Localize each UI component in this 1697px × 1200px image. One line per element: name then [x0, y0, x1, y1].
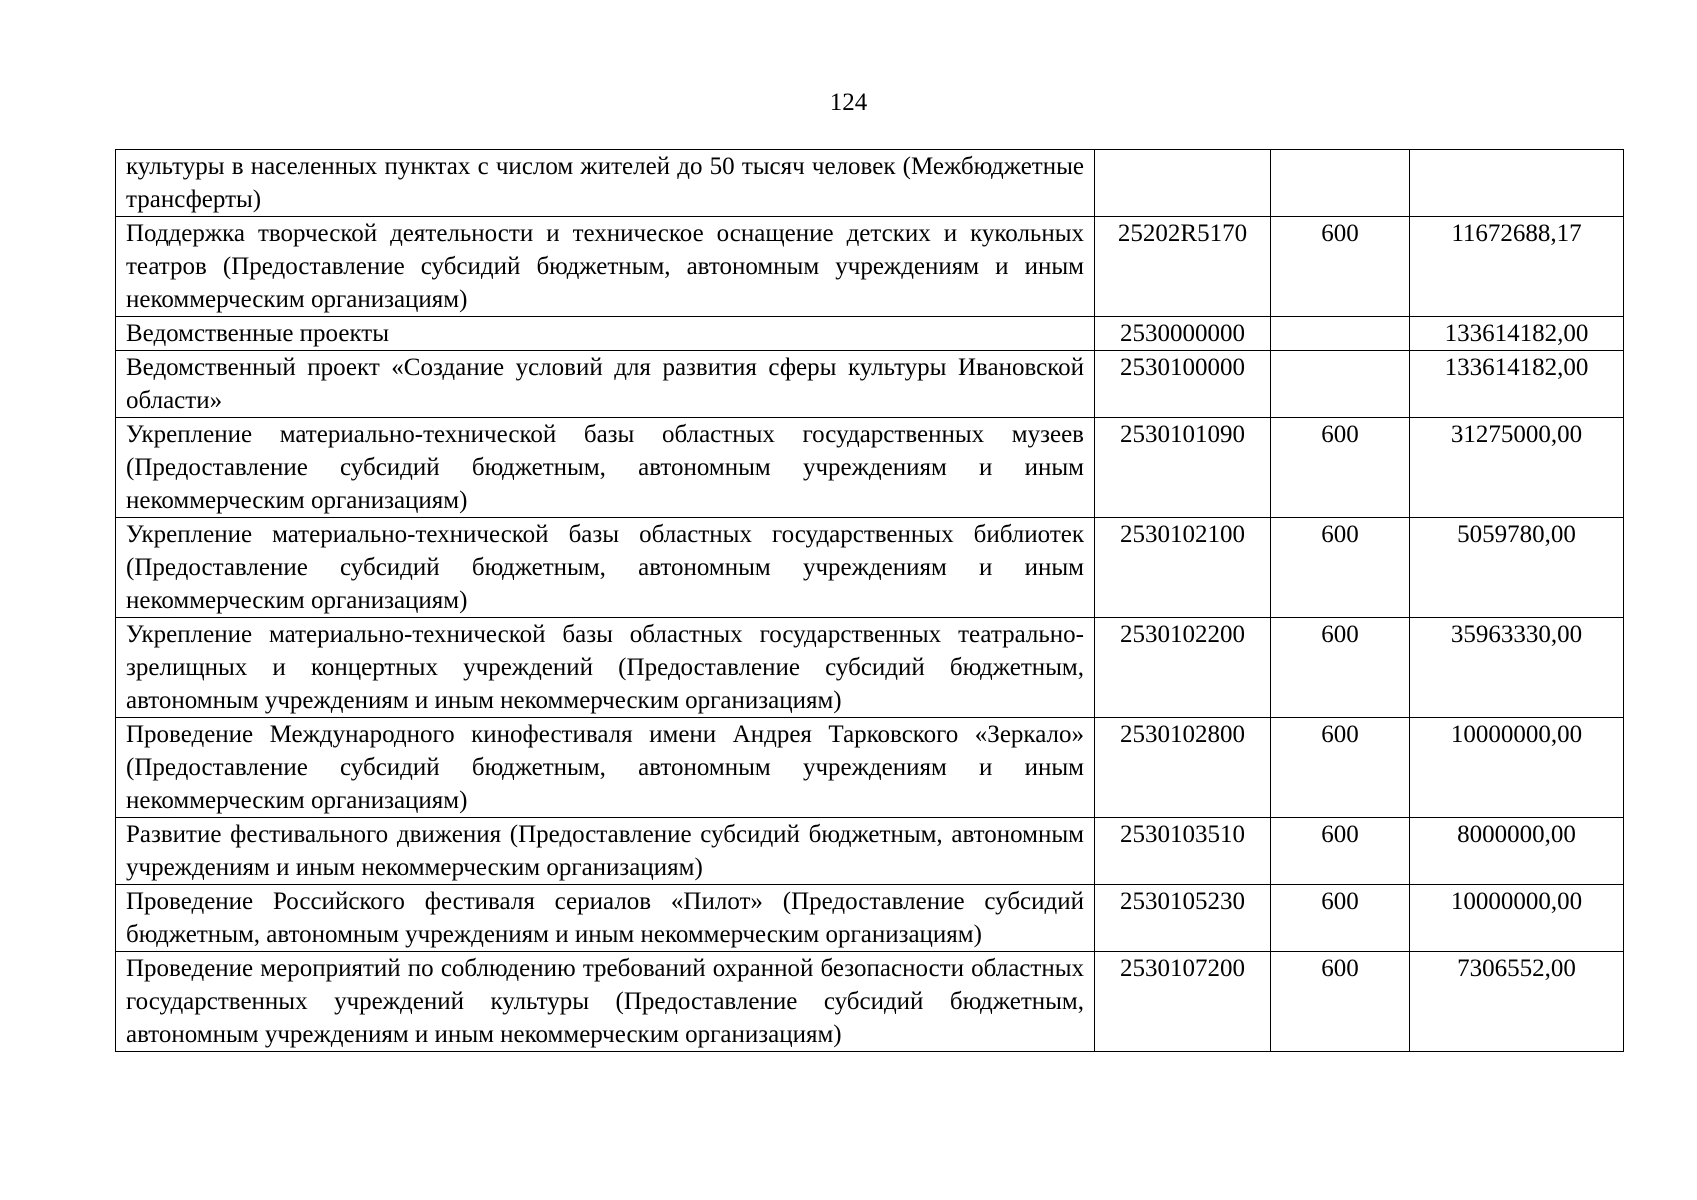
budget-table	[115, 149, 1624, 1052]
row-amount: 10000000,00	[1410, 885, 1624, 952]
page-number: 124	[829, 89, 868, 116]
row-code: 2530102800	[1095, 718, 1271, 818]
row-amount: 133614182,00	[1410, 351, 1624, 418]
table-row	[116, 885, 1624, 952]
row-amount: 7306552,00	[1410, 952, 1624, 1052]
row-description: Поддержка творческой деятельности и техническое оснащение детских и кукольных театров (Предоставление субсидий бюджетным, автономным учреждениям и иным некоммерческим организациям)	[116, 217, 1095, 317]
row-code: 2530101090	[1095, 418, 1271, 518]
row-type: 600	[1271, 885, 1410, 952]
row-description: Проведение Международного кинофестиваля имени Андрея Тарковского «Зеркало» (Предоставление субсидий бюджетным, автономным учреждениям и иным некоммерческим организациям)	[116, 718, 1095, 818]
row-amount: 31275000,00	[1410, 418, 1624, 518]
row-amount: 11672688,17	[1410, 217, 1624, 317]
row-code: 2530103510	[1095, 818, 1271, 885]
row-amount: 35963330,00	[1410, 618, 1624, 718]
row-description: Укрепление материально-технической базы областных государственных театрально-зрелищных и концертных учреждений (Предоставление субсидий бюджетным, автономным учреждениям и иным некоммерческим организациям)	[116, 618, 1095, 718]
table-row	[116, 518, 1624, 618]
row-description: Укрепление материально-технической базы областных государственных библиотек (Предоставление субсидий бюджетным, автономным учреждениям и иным некоммерческим организациям)	[116, 518, 1095, 618]
table-row	[116, 217, 1624, 317]
row-type: 600	[1271, 718, 1410, 818]
row-code: 2530105230	[1095, 885, 1271, 952]
row-amount	[1410, 150, 1624, 217]
row-code	[1095, 150, 1271, 217]
row-description: Развитие фестивального движения (Предоставление субсидий бюджетным, автономным учреждениям и иным некоммерческим организациям)	[116, 818, 1095, 885]
row-amount: 10000000,00	[1410, 718, 1624, 818]
table-row	[116, 718, 1624, 818]
row-code: 2530107200	[1095, 952, 1271, 1052]
table-row	[116, 618, 1624, 718]
table-row	[116, 150, 1624, 217]
table-row	[116, 317, 1624, 351]
row-type	[1271, 150, 1410, 217]
row-description: культуры в населенных пунктах с числом жителей до 50 тысяч человек (Межбюджетные трансферты)	[116, 150, 1095, 217]
row-code: 2530102200	[1095, 618, 1271, 718]
row-amount: 8000000,00	[1410, 818, 1624, 885]
row-description: Проведение мероприятий по соблюдению требований охранной безопасности областных государственных учреждений культуры (Предоставление субсидий бюджетным, автономным учреждениям и иным некоммерческим организациям)	[116, 952, 1095, 1052]
table-row	[116, 818, 1624, 885]
row-description: Проведение Российского фестиваля сериалов «Пилот» (Предоставление субсидий бюджетным, автономным учреждениям и иным некоммерческим организациям)	[116, 885, 1095, 952]
row-type: 600	[1271, 618, 1410, 718]
row-code: 2530000000	[1095, 317, 1271, 351]
row-code: 2530102100	[1095, 518, 1271, 618]
row-description: Ведомственные проекты	[116, 317, 1095, 351]
row-type	[1271, 351, 1410, 418]
row-type: 600	[1271, 818, 1410, 885]
row-type: 600	[1271, 518, 1410, 618]
row-amount: 133614182,00	[1410, 317, 1624, 351]
table-row	[116, 952, 1624, 1052]
table-row	[116, 418, 1624, 518]
row-description: Ведомственный проект «Создание условий для развития сферы культуры Ивановской области»	[116, 351, 1095, 418]
row-type: 600	[1271, 952, 1410, 1052]
row-type: 600	[1271, 418, 1410, 518]
row-description: Укрепление материально-технической базы областных государственных музеев (Предоставление субсидий бюджетным, автономным учреждениям и иным некоммерческим организациям)	[116, 418, 1095, 518]
row-amount: 5059780,00	[1410, 518, 1624, 618]
row-type: 600	[1271, 217, 1410, 317]
row-code: 2530100000	[1095, 351, 1271, 418]
row-code: 25202R5170	[1095, 217, 1271, 317]
row-type	[1271, 317, 1410, 351]
table-row	[116, 351, 1624, 418]
